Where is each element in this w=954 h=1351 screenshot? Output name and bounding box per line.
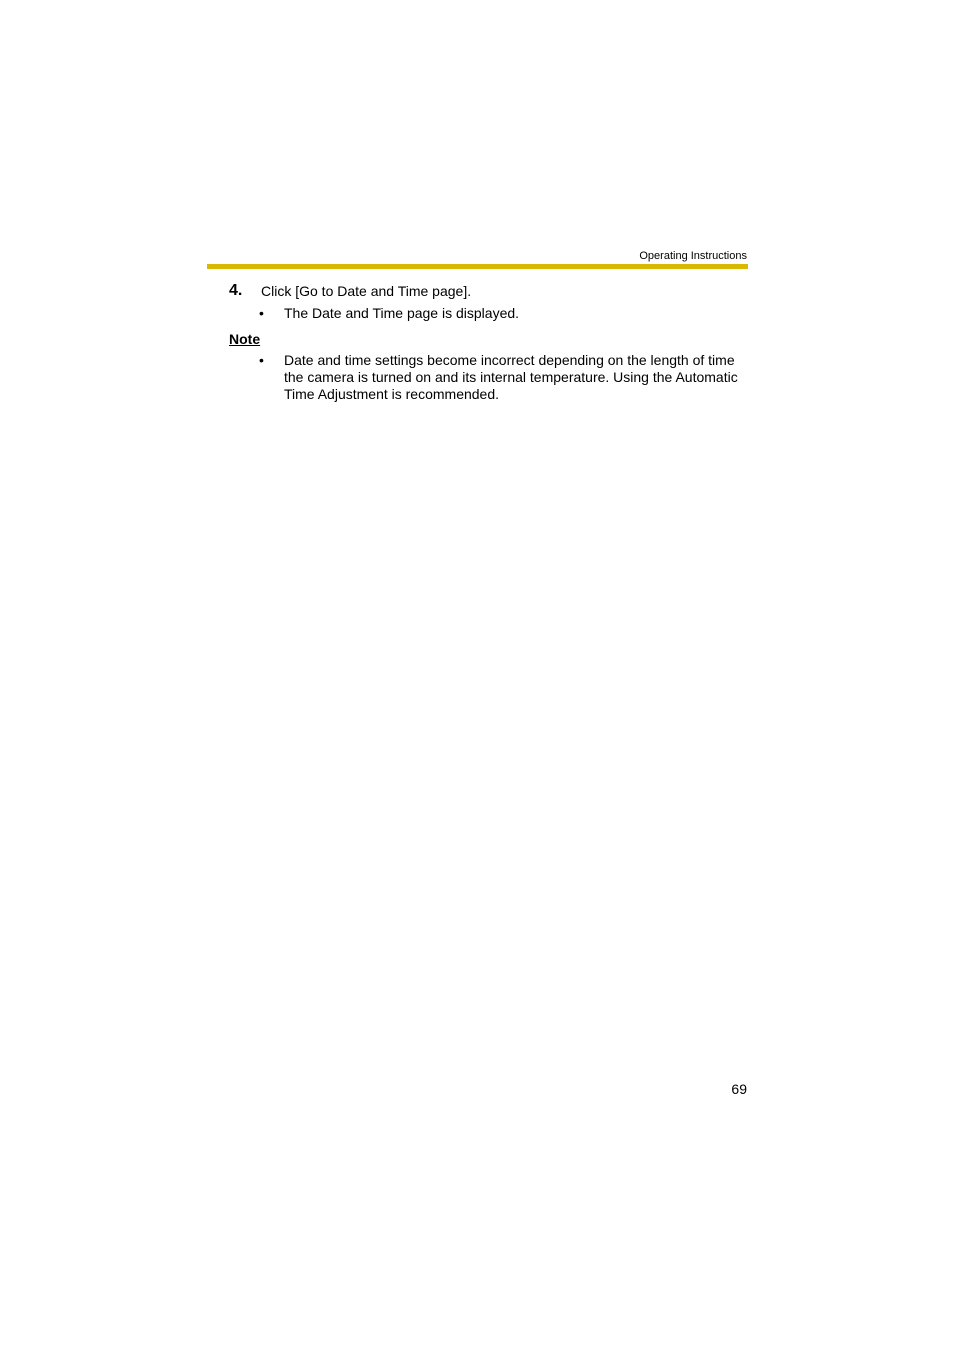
- header-title: Operating Instructions: [639, 250, 747, 262]
- bullet-icon: •: [259, 305, 264, 321]
- note-heading: Note: [229, 331, 261, 347]
- step-instruction: Click [Go to Date and Time page].: [261, 283, 472, 299]
- bullet-icon: •: [259, 352, 264, 368]
- step-number: 4.: [229, 282, 243, 299]
- note-text: Date and time settings become incorrect depending on the length of time the camera is turned on and its internal temperature. Using the Automatic Time Adjustment is recommended.: [284, 352, 738, 402]
- header-rule: [207, 264, 748, 269]
- page-number: 69: [731, 1081, 747, 1097]
- step-result-text: The Date and Time page is displayed.: [284, 305, 520, 321]
